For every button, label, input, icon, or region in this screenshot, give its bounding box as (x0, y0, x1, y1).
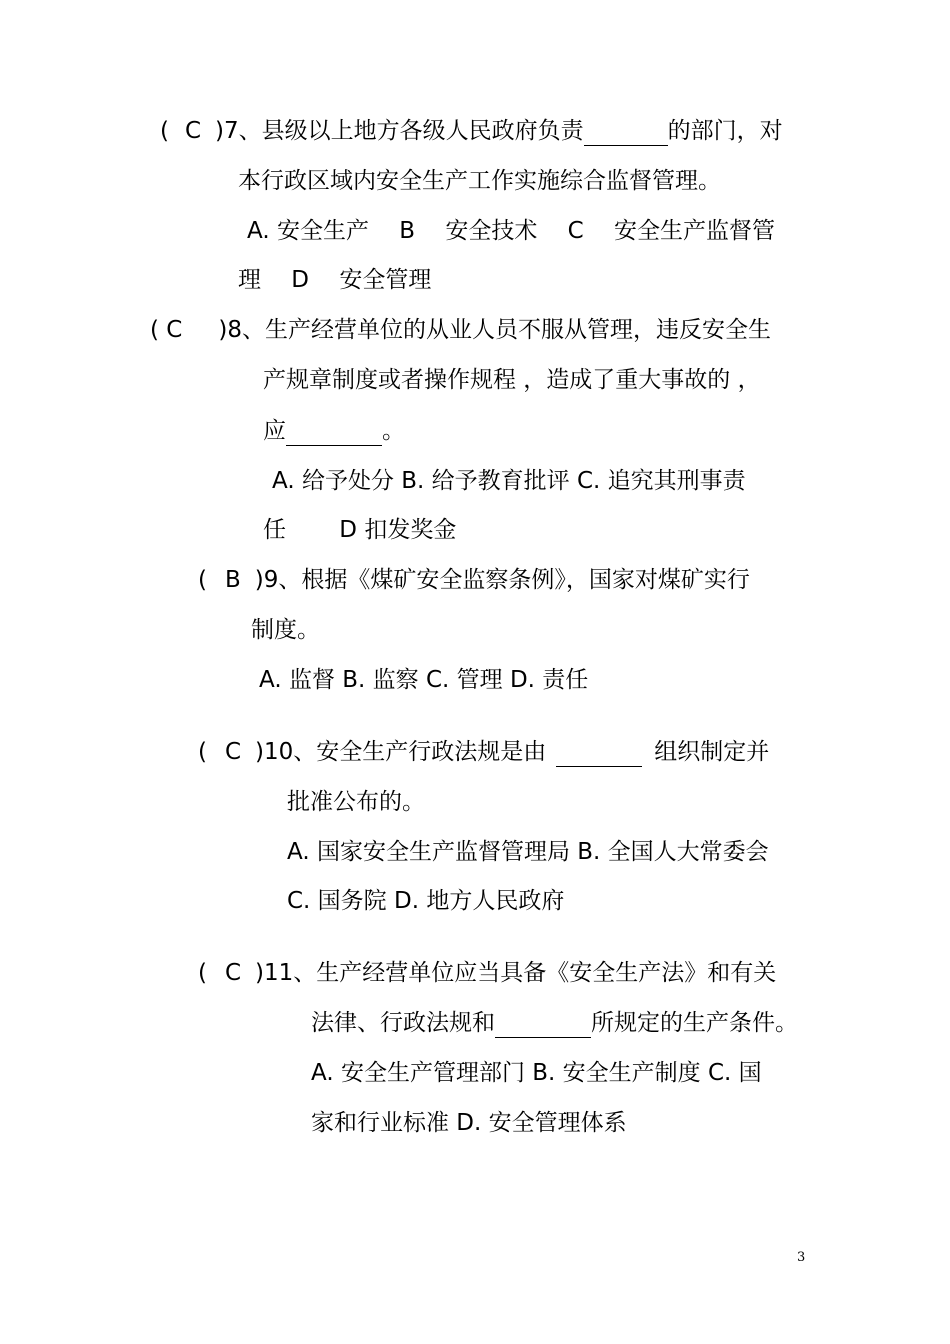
q11-stem-line2 (311, 1008, 798, 1038)
q8-stem-line2: 产规章制度或者操作规程 ，造成了重大事故的 ， (263, 367, 761, 393)
q7-options-line1: A. 安全生产 B 安全技术 C 安全生产监督管 (247, 218, 776, 244)
q7-stem-after-blank: 的部门，对 (667, 118, 783, 144)
q7-stem-line2: 本行政区域内安全生产工作实施综合监督管理。 (238, 168, 721, 194)
q9-stem-text: )9、根据《煤矿安全监察条例》，国家对煤矿实行 (254, 567, 750, 593)
q9-options-line1: A. 监督 B. 监察 C. 管理 D. 责任 (259, 667, 589, 693)
q7-answer-open: ( (160, 118, 169, 144)
q8-answer: ( C (150, 317, 183, 343)
q11-options-line2: 家和行业标准 D. 安全管理体系 (311, 1110, 627, 1136)
q10-stem-after-blank: 组织制定并 (654, 739, 770, 765)
q9-answer: B (224, 567, 241, 593)
q10-stem-line1 (198, 737, 769, 767)
page-number: 3 (797, 1250, 806, 1265)
q8-stem-after-blank: 。 (382, 418, 405, 444)
q10-options-line2: C. 国务院 D. 地方人民政府 (287, 888, 565, 914)
q8-answer-blank (286, 419, 382, 446)
q8-stem-text: )8、生产经营单位的从业人员不服从管理，违反安全生 (218, 317, 771, 343)
q11-stem-before-blank: 法律、行政法规和 (311, 1010, 495, 1036)
q9-answer-open: ( (198, 567, 207, 593)
q9-stem-line2: 制度。 (251, 617, 320, 643)
q7-answer-blank (584, 119, 668, 146)
q10-answer-blank (556, 740, 642, 767)
q8-stem-line1 (150, 315, 771, 345)
q10-stem-line2: 批准公布的。 (287, 789, 425, 815)
q8-stem-line3 (263, 416, 405, 446)
q10-answer-open: ( (198, 739, 207, 765)
q11-stem-line1 (198, 958, 776, 988)
q7-options-line2: 理 D 安全管理 (238, 267, 432, 293)
q7-stem-line1 (160, 116, 783, 146)
q8-stem-before-blank: 应 (263, 418, 286, 444)
q10-answer: C (224, 739, 242, 765)
q10-stem-text: )10、安全生产行政法规是由 (255, 739, 547, 765)
q9-stem-line1 (198, 565, 750, 595)
q11-options-line1: A. 安全生产管理部门 B. 安全生产制度 C. 国 (311, 1060, 762, 1086)
q11-answer-blank (495, 1011, 591, 1038)
q7-stem-text: )7、县级以上地方各级人民政府负责 (215, 118, 584, 144)
q11-stem-after-blank: 所规定的生产条件。 (591, 1010, 798, 1036)
q8-options-line1: A. 给予处分 B. 给予教育批评 C. 追究其刑事责 (272, 468, 746, 494)
q7-answer: C (184, 118, 202, 144)
q11-stem-text: )11、生产经营单位应当具备《安全生产法》和有关 (255, 960, 777, 986)
q11-answer: C (224, 960, 242, 986)
q10-options-line1: A. 国家安全生产监督管理局 B. 全国人大常委会 (287, 839, 769, 865)
q11-answer-open: ( (198, 960, 207, 986)
q8-options-line2: 任 D 扣发奖金 (263, 517, 457, 543)
